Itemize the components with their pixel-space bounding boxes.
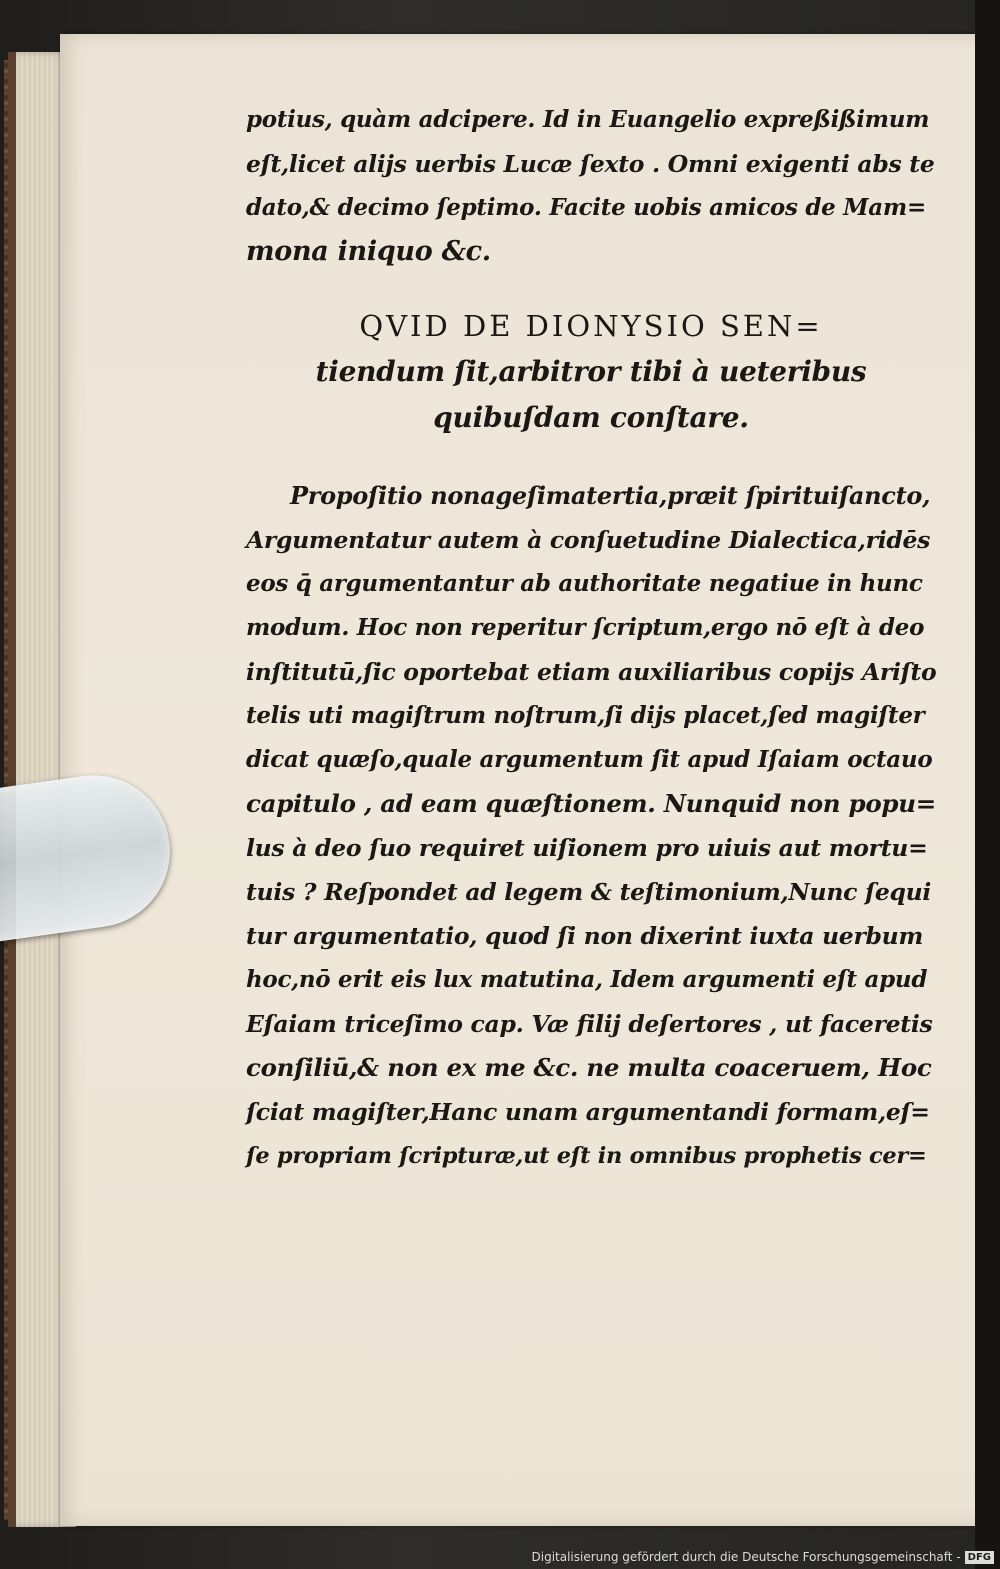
text-line: tur argumentatio, quod ſi non dixerint iuxta uerbum [246,922,924,950]
digitization-credit [532,1549,995,1565]
heading-line-3: quibuſdam conſtare. [433,401,749,434]
book-page [60,34,982,1526]
dfg-logo: DFG [965,1551,994,1564]
credit-text: Digitalisierung gefördert durch die Deutsche Forschungsgemeinschaft - [531,1550,961,1564]
text-line: Eſaiam triceſimo cap. Væ filij deſertores , ut faceretis [246,1010,933,1038]
text-line: modum. Hoc non reperitur ſcriptum,ergo nō eſt à deo [246,614,925,641]
heading-line-1: QVID DE DIONYSIO SEN= [359,309,823,343]
text-line: mona iniquo &c. [246,236,491,267]
text-line: eos q̄ argumentantur ab authoritate negatiue in hunc [246,570,923,597]
text-line: Argumentatur autem à conſuetudine Dialectica,ridēs [246,526,931,554]
text-line: Propoſitio nonageſimatertia,præit ſpirituiſancto, [290,481,931,510]
text-line: dicat quæſo,quale argumentum ſit apud Iſaiam octauo [246,746,933,773]
text-line: dato,& decimo ſeptimo. Facite uobis amicos de Mam= [246,194,926,221]
heading-line-2: tiendum ſit,arbitror tibi à ueteribus [315,355,867,388]
text-line: eſt,licet alijs uerbis Lucæ ſexto . Omni exigenti abs te [246,150,935,178]
text-line: inſtitutū,ſic oportebat etiam auxiliaribus copijs Ariſto [246,658,937,686]
text-line: lus à deo ſuo requiret uiſionem pro uiuis aut mortu= [246,834,928,862]
text-line: tuis ? Reſpondet ad legem & teſtimonium,Nunc ſequi [246,878,932,906]
text-line: ſciat magiſter,Hanc unam argumentandi formam,eſ= [246,1098,930,1126]
text-line: potius, quàm adcipere. Id in Euangelio expreßißimum [246,106,930,133]
scan-right-edge [975,0,1000,1569]
text-line: ſe propriam ſcripturæ,ut eſt in omnibus prophetis cer= [246,1143,927,1169]
text-line: conſiliū,& non ex me &c. ne multa coaceruem, Hoc [246,1053,932,1082]
text-line: capitulo , ad eam quæſtionem. Nunquid non popu= [246,789,936,818]
text-line: hoc,nō erit eis lux matutina, Idem argumenti eſt apud [246,966,928,993]
text-line: telis uti magiſtrum noſtrum,ſi dijs placet,ſed magiſter [246,702,925,729]
